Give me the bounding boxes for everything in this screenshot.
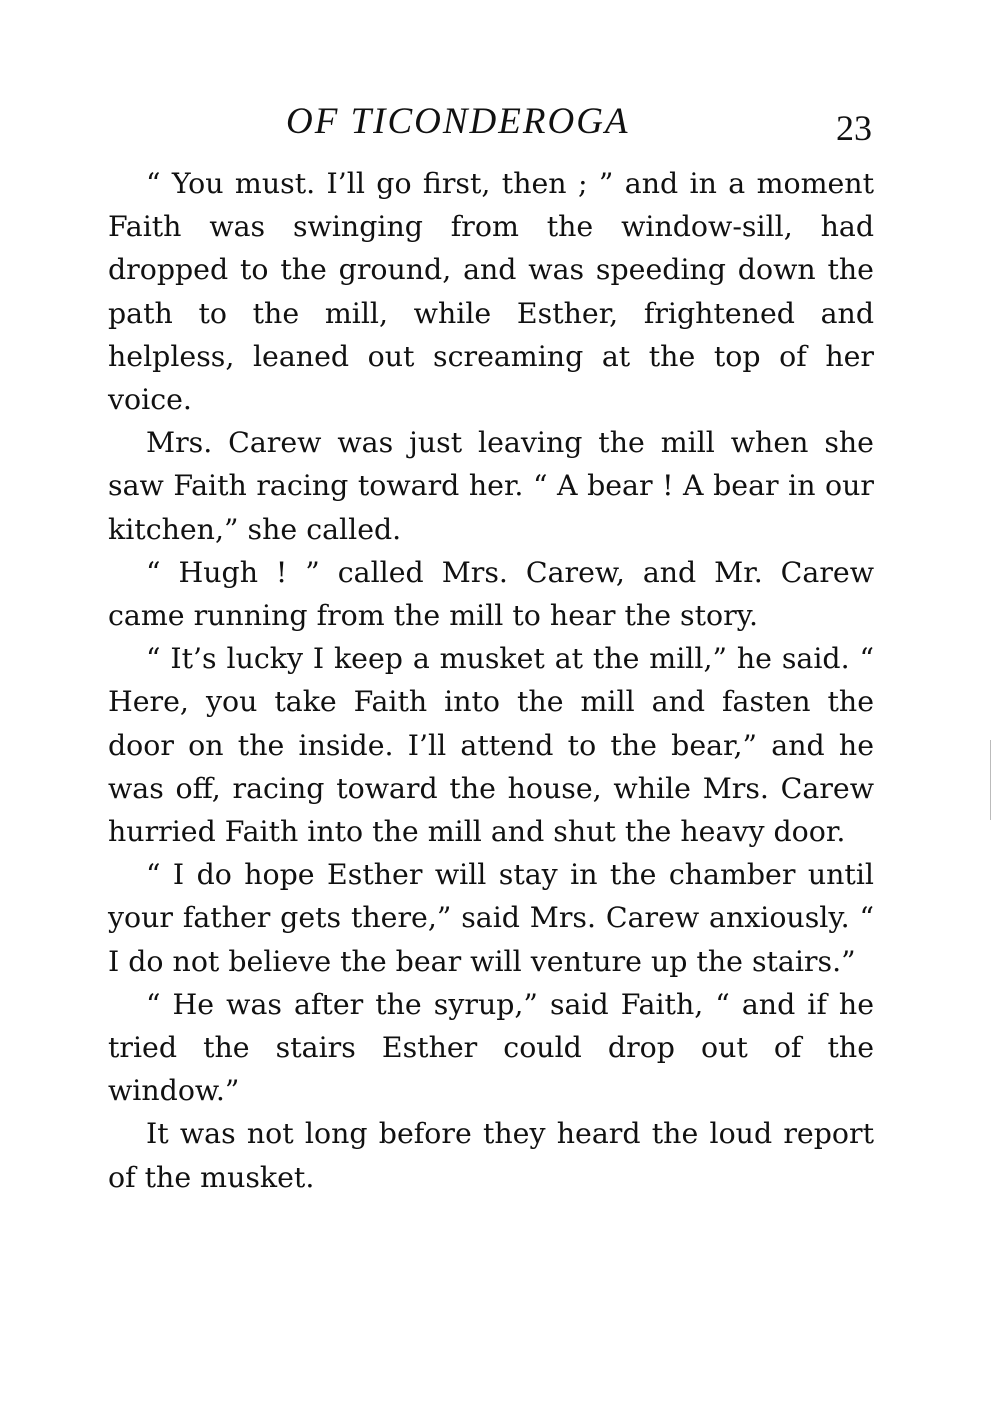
body-text [108, 162, 874, 1199]
paragraph: “ It’s lucky I keep a musket at the mill,” he said. “ Here, you take Faith into the mill and fasten the door on the inside. I’ll attend to the bear,” and he was off, racing toward the house, while Mrs. Carew hurried Faith into the mill and shut the heavy door. [108, 642, 874, 849]
book-page [108, 96, 874, 1199]
paragraph: “ Hugh ! ” called Mrs. Carew, and Mr. Carew came running from the mill to hear the story. [108, 555, 874, 633]
paragraph: Mrs. Carew was just leaving the mill when she saw Faith racing toward her. “ A bear ! A bear in our kitchen,” she called. [108, 426, 874, 546]
page-header [108, 96, 874, 152]
page-number: 23 [836, 108, 872, 148]
paragraph: It was not long before they heard the loud report of the musket. [108, 1117, 874, 1194]
paragraph: “ I do hope Esther will stay in the chamber until your father gets there,” said Mrs. Carew anxiously. “ I do not believe the bear will venture up the stairs.” [108, 858, 874, 978]
running-title: OF TICONDEROGA [286, 101, 630, 142]
scan-edge-mark [990, 740, 991, 820]
paragraph: “ He was after the syrup,” said Faith, “ and if he tried the stairs Esther could drop out of the window.” [108, 987, 874, 1108]
paragraph: “ You must. I’ll go first, then ; ” and in a moment Faith was swinging from the window-sill, had dropped to the ground, and was speeding down the path to the mill, while Esther, frightened and helpless, leaned out screaming at the top of her voice. [108, 167, 874, 417]
